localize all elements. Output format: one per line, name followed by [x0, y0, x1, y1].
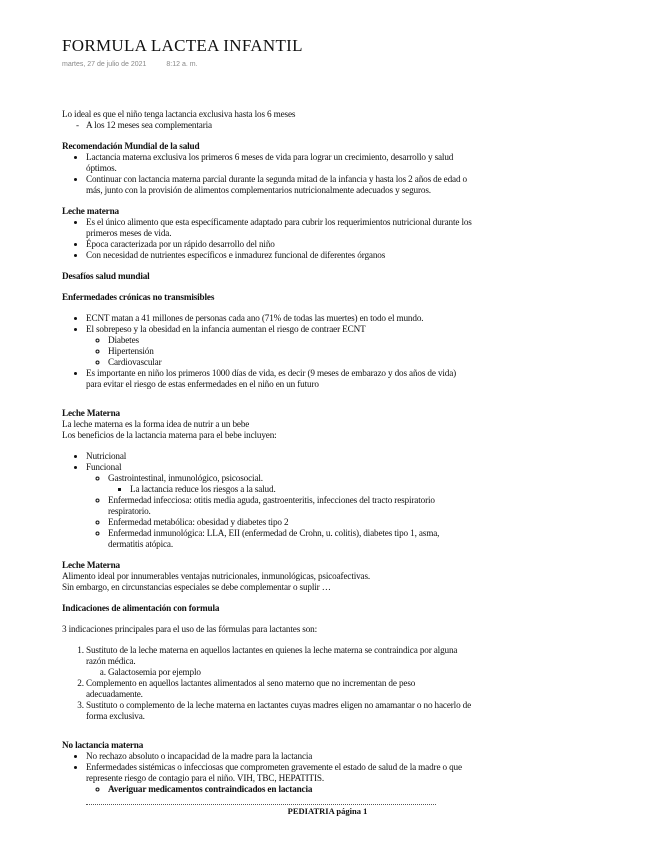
section-heading-oms: Recomendación Mundial de la salud: [62, 141, 200, 151]
list-item: 3. Sustituto o complemento de la leche materna en lactantes cuyas madres eligen no amamantar o no hacerlo de forma exclusiva.: [86, 700, 472, 722]
list-item: ◦ Diabetes: [108, 335, 472, 346]
list-item: [86, 462, 472, 550]
leche2-line2: Los beneficios de la lactancia materna para el bebe incluyen:: [62, 430, 277, 440]
indicaciones-intro: 3 indicaciones principales para el uso de las fórmulas para lactantes son:: [62, 624, 317, 634]
list-item: • Época caracterizada por un rápido desarrollo del niño: [86, 239, 472, 250]
note-body: [62, 109, 472, 795]
list-item: ◦ Hipertensión: [108, 346, 472, 357]
subheading-ecnt: Enfermedades crónicas no transmisibles: [62, 292, 215, 302]
no-lactancia-sub-list: [86, 784, 472, 795]
leche2-line1: La leche materna es la forma idea de nutrir a un bebe: [62, 419, 250, 429]
leche-list: [62, 217, 472, 261]
desafios-list: [62, 313, 472, 390]
section-heading-indicaciones: Indicaciones de alimentación con formula: [62, 603, 220, 613]
alpha-sub-list: [86, 667, 472, 678]
leche3-line2: Sin embargo, en circunstancias especiales se debe complementar o suplir …: [62, 582, 331, 592]
list-item: 2. Complemento en aquellos lactantes alimentados al seno materno que no incrementan de peso adecuadamente.: [86, 678, 472, 700]
list-item: ▪ La lactancia reduce los riesgos a la salud.: [130, 484, 472, 495]
indicaciones-list: [62, 645, 472, 722]
section-heading-leche-materna-2: Leche Materna: [62, 408, 121, 418]
note-meta: [62, 61, 198, 68]
section-heading-desafios: Desafíos salud mundial: [62, 271, 150, 281]
note-time: 8:12 a. m.: [166, 61, 198, 68]
intro-dash-list: [62, 120, 472, 131]
list-item: [108, 473, 472, 495]
section-heading-leche-materna: Leche materna: [62, 206, 119, 216]
list-item: - A los 12 meses sea complementaria: [76, 120, 472, 131]
list-item: ◦ Enfermedad infecciosa: otitis media aguda, gastroenteritis, infecciones del tracto respiratorio respiratorio.: [108, 495, 472, 517]
list-item: • Lactancia materna exclusiva los primeros 6 meses de vida para lograr un crecimiento, desarrollo y salud óptimos.: [86, 152, 472, 174]
list-item: [86, 762, 472, 795]
section-heading-leche-materna-3: Leche Materna: [62, 560, 121, 570]
list-item-text: Funcional: [86, 462, 122, 472]
list-item: ◦ Enfermedad inmunológica: LLA, EII (enfermedad de Crohn, u. colitis), diabetes tipo 1, asma, dermatitis atópica.: [108, 528, 472, 550]
list-item-text: El sobrepeso y la obesidad en la infancia aumentan el riesgo de contraer ECNT: [86, 324, 366, 334]
list-item: • ECNT matan a 41 millones de personas cada ano (71% de todas las muertes) en todo el mundo.: [86, 313, 472, 324]
list-item: ◦ Cardiovascular: [108, 357, 472, 368]
square-sub-list: [108, 484, 472, 495]
list-item-text: Enfermedades sistémicas o infecciosas que comprometen gravemente el estado de salud de la madre o que represente riesgo de contagio para el niño. VIH, TBC, HEPATITIS.: [86, 762, 462, 783]
list-item-text: Sustituto de la leche materna en aquellos lactantes en quienes la leche materna se contraindica por alguna razón médica.: [86, 645, 458, 666]
list-item: [86, 645, 472, 678]
oms-list: [62, 152, 472, 196]
note-date: martes, 27 de julio de 2021: [62, 61, 147, 68]
list-item: • Nutricional: [86, 451, 472, 462]
page-title: FORMULA LACTEA INFANTIL: [62, 36, 303, 55]
funcional-sub-list: [86, 473, 472, 550]
no-lactancia-list: [62, 751, 472, 795]
list-item: • Es importante en niño los primeros 1000 días de vida, es decir (9 meses de embarazo y dos años de vida) para evitar el riesgo de estas enfermedades en el niño en un futuro: [86, 368, 472, 390]
list-item: a. Galactosemia por ejemplo: [108, 667, 472, 678]
list-item: • Continuar con lactancia materna parcial durante la segunda mitad de la infancia y hasta los 2 años de edad o más, junto con la provisión de alimentos complementarios nutricionalmente adecuados y seguros.: [86, 174, 472, 196]
leche3-line1: Alimento ideal por innumerables ventajas nutricionales, inmunológicas, psicoafectivas.: [62, 571, 371, 581]
list-item: • Es el único alimento que esta específicamente adaptado para cubrir los requerimientos nutricional durante los primeros meses de vida.: [86, 217, 472, 239]
beneficios-list: [62, 451, 472, 550]
section-heading-no-lactancia: No lactancia materna: [62, 740, 144, 750]
list-item: ◦ Enfermedad metabólica: obesidad y diabetes tipo 2: [108, 517, 472, 528]
ecnt-sub-list: [86, 335, 472, 368]
list-item: • Con necesidad de nutrientes específicos e inmadurez funcional de diferentes órganos: [86, 250, 472, 261]
list-item-text: Gastrointestinal, inmunológico, psicosocial.: [108, 473, 263, 483]
list-item: • No rechazo absoluto o incapacidad de la madre para la lactancia: [86, 751, 472, 762]
page-footer: PEDIATRIA página 1: [287, 806, 368, 816]
list-item: [86, 324, 472, 368]
intro-text: Lo ideal es que el niño tenga lactancia exclusiva hasta los 6 meses: [62, 109, 296, 119]
list-item: ◦ Averiguar medicamentos contraindicados en lactancia: [108, 784, 472, 795]
